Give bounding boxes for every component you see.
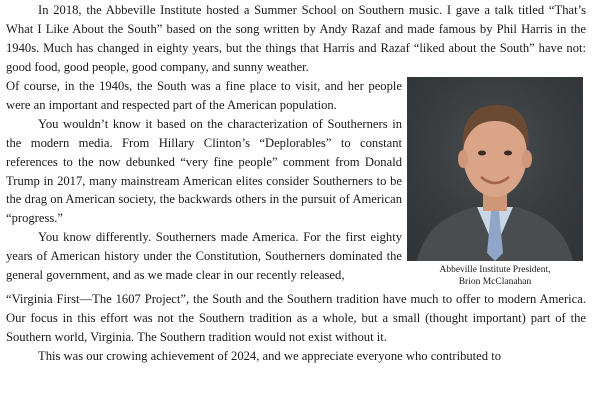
paragraph-2: You wouldn’t know it based on the characterization of Southerners in the modern media. From Hillary Clinton’s “Deplorables” to constant references to the now debunked “very fine people” comment from Donald Trump in 2017, many mainstream American elites consider Southerners to be the drag on American society, the backwards others in the pursuit of American “progress.” bbox=[6, 116, 402, 226]
intro-tail-paragraph: Of course, in the 1940s, the South was a fine place to visit, and her people were an important and respected part of the American population. bbox=[6, 79, 402, 112]
portrait-photo bbox=[407, 77, 583, 261]
left-column bbox=[6, 77, 402, 285]
paragraph-4: This was our crowing achievement of 2024, and we appreciate everyone who contributed to bbox=[38, 348, 502, 363]
portrait-caption bbox=[407, 265, 583, 288]
caption-line-2: Brion McClanahan bbox=[458, 276, 532, 287]
intro-paragraph bbox=[6, 1, 586, 77]
portrait-figure bbox=[407, 77, 583, 261]
intro-block bbox=[6, 1, 586, 77]
paragraph-3-rest: “Virginia First—The 1607 Project”, the South and the Southern tradition have much to offer to modern America. Our focus in this effort was not the Southern tradition as a whole, but a small (thought important) part of the Southern world, Virginia. The Southern tradition would not exist without it. bbox=[6, 292, 586, 344]
paragraph-3-start: You know differently. Southerners made America. For the first eighty years of American history under the Constitution, Southerners dominated the general government, and as we made clear in our recently released, bbox=[6, 230, 402, 283]
caption-line-1: Abbeville Institute President, bbox=[439, 265, 551, 275]
intro-text: In 2018, the Abbeville Institute hosted a Summer School on Southern music. I gave a talk titled “That’s What I Like About the South” based on the song written by Andy Razaf and made famous by Phil Harris in the 1940s. Much has changed in eighty years, but the things that Harris and Razaf “liked about the South” have not: good food, good people, good company, and sunny weather. bbox=[6, 3, 586, 74]
bottom-column bbox=[6, 290, 586, 366]
